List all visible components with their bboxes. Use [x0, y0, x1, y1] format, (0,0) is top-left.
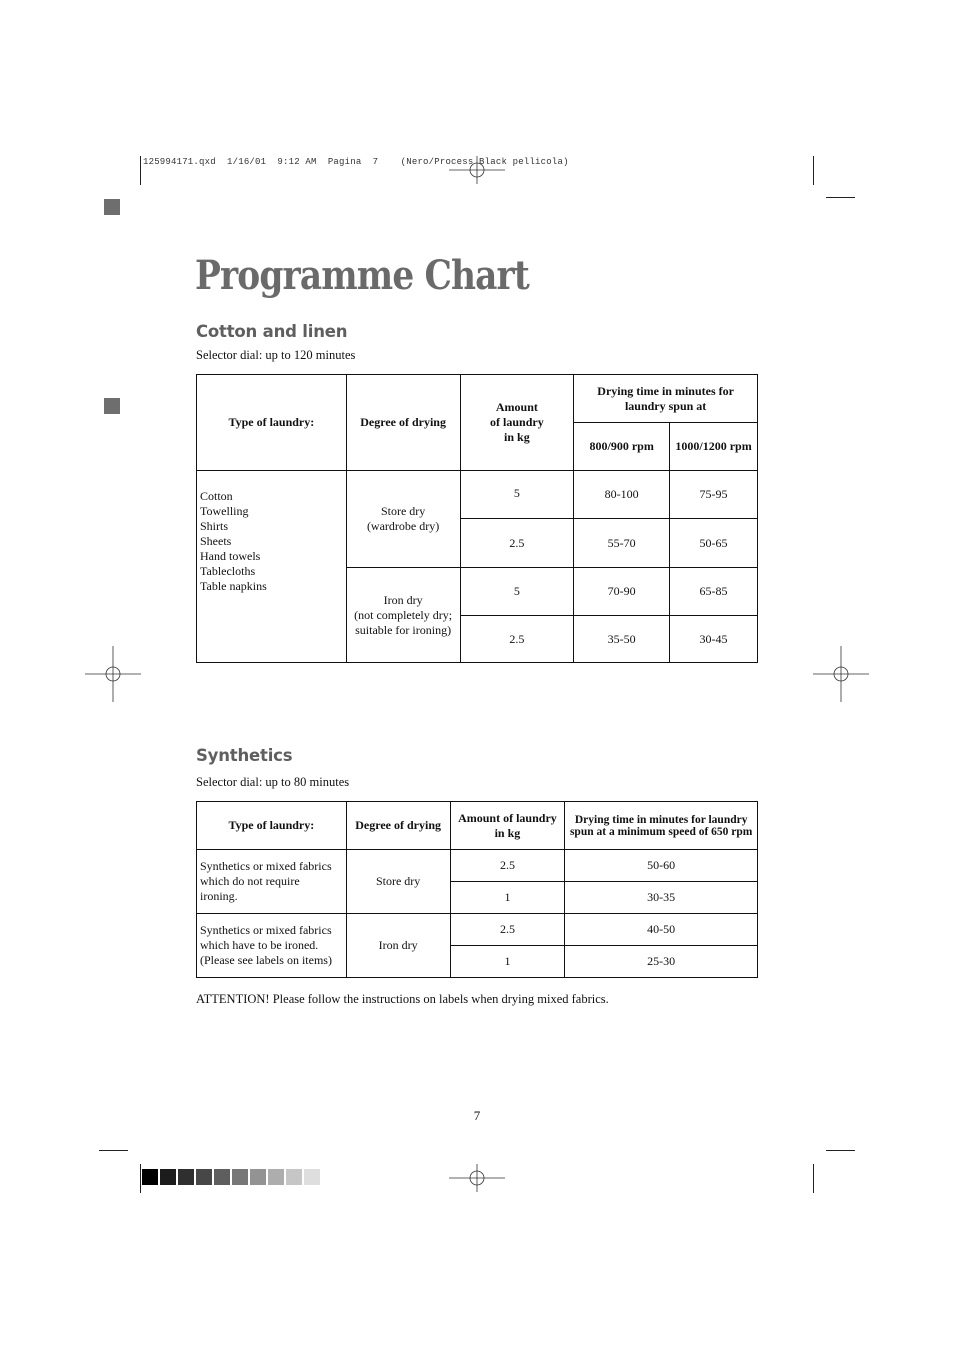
- header-drying-line: Drying time in minutes for: [597, 383, 734, 398]
- header-type-of-laundry: Type of laundry:: [197, 802, 347, 850]
- amount-cell: 2.5: [460, 519, 574, 568]
- amount-cell: 2.5: [450, 850, 565, 882]
- page-title: Programme Chart: [195, 252, 529, 299]
- crop-mark: [813, 156, 814, 185]
- synthetics-table: [196, 801, 758, 978]
- table-row: [197, 471, 758, 519]
- time-cell: 30-45: [670, 616, 758, 663]
- list-item: Table napkins: [200, 579, 267, 593]
- side-marker: [104, 398, 120, 414]
- cotton-table: [196, 374, 758, 663]
- header-rpm-1000: 1000/1200 rpm: [670, 423, 758, 471]
- degree-iron-dry: [346, 568, 460, 663]
- time-cell: 80-100: [574, 471, 670, 519]
- list-item: Tablecloths: [200, 564, 256, 578]
- cotton-selector-note: Selector dial: up to 120 minutes: [196, 348, 356, 362]
- amount-cell: 1: [450, 946, 565, 978]
- color-swatch: [142, 1169, 158, 1185]
- crop-mark: [813, 1164, 814, 1193]
- header-amount-line: Amount of laundry: [458, 810, 557, 825]
- header-drying-line: Drying time in minutes for laundry: [574, 813, 748, 826]
- synthetics-heading: Synthetics: [196, 746, 293, 765]
- color-swatch: [232, 1169, 248, 1185]
- header-type-of-laundry: Type of laundry:: [197, 375, 347, 471]
- degree-line: (not completely dry;: [354, 607, 453, 622]
- color-swatch: [196, 1169, 212, 1185]
- header-amount-line: in kg: [504, 430, 530, 444]
- list-item: Shirts: [200, 519, 229, 533]
- type-line: which have to be ironed.: [200, 938, 319, 952]
- time-cell: 35-50: [574, 616, 670, 663]
- crop-mark: [99, 1150, 128, 1151]
- list-item: Hand towels: [200, 549, 261, 563]
- amount-cell: 5: [460, 568, 574, 616]
- type-line: Synthetics or mixed fabrics: [200, 859, 332, 873]
- registration-mark-icon: [813, 646, 869, 702]
- table-row: [197, 914, 758, 946]
- laundry-type-no-ironing: [197, 850, 347, 914]
- list-item: Cotton: [200, 489, 233, 503]
- degree-store-dry: Store dry: [346, 850, 450, 914]
- header-amount-line: in kg: [494, 825, 521, 840]
- time-cell: 75-95: [670, 471, 758, 519]
- crop-mark: [826, 1150, 855, 1151]
- amount-cell: 2.5: [460, 616, 574, 663]
- color-swatch: [250, 1169, 266, 1185]
- amount-cell: 1: [450, 882, 565, 914]
- header-degree-of-drying: Degree of drying: [346, 802, 450, 850]
- synthetics-selector-note: Selector dial: up to 80 minutes: [196, 775, 350, 789]
- registration-mark-icon: [449, 142, 505, 198]
- laundry-type-list: [197, 471, 347, 663]
- time-cell: 65-85: [670, 568, 758, 616]
- header-amount: [460, 375, 574, 471]
- header-drying-time: [565, 802, 758, 850]
- time-cell: 30-35: [565, 882, 758, 914]
- type-line: ironing.: [200, 889, 238, 903]
- degree-line: suitable for ironing): [355, 622, 452, 637]
- header-amount: [450, 802, 565, 850]
- header-drying-time: [574, 375, 758, 423]
- color-swatch: [214, 1169, 230, 1185]
- table-row: [197, 850, 758, 882]
- type-line: which do not require: [200, 874, 300, 888]
- amount-cell: 2.5: [450, 914, 565, 946]
- crop-mark: [826, 197, 855, 198]
- side-marker: [104, 199, 120, 215]
- degree-iron-dry: Iron dry: [346, 914, 450, 978]
- list-item: Sheets: [200, 534, 232, 548]
- color-swatch: [286, 1169, 302, 1185]
- color-swatch: [268, 1169, 284, 1185]
- header-amount-line: Amount: [495, 400, 538, 414]
- printer-slug: 125994171.qxd 1/16/01 9:12 AM Pagina 7 (Nero/Process Black pellicola): [143, 157, 569, 167]
- degree-line: (wardrobe dry): [366, 519, 440, 533]
- header-drying-line: laundry spun at: [624, 398, 707, 413]
- type-line: Synthetics or mixed fabrics: [200, 923, 332, 937]
- cotton-heading: Cotton and linen: [196, 322, 348, 341]
- header-degree-of-drying: Degree of drying: [346, 375, 460, 471]
- registration-mark-icon: [85, 646, 141, 702]
- color-swatch: [160, 1169, 176, 1185]
- crop-mark: [140, 1164, 141, 1193]
- laundry-type-ironing: [197, 914, 347, 978]
- type-line: (Please see labels on items): [200, 953, 332, 967]
- page-number: 7: [473, 1108, 481, 1123]
- time-cell: 55-70: [574, 519, 670, 568]
- time-cell: 40-50: [565, 914, 758, 946]
- degree-line: Store dry: [380, 504, 426, 518]
- registration-mark-icon: [449, 1150, 505, 1206]
- time-cell: 70-90: [574, 568, 670, 616]
- time-cell: 50-60: [565, 850, 758, 882]
- degree-line: Iron dry: [383, 592, 423, 607]
- header-rpm-800: 800/900 rpm: [574, 423, 670, 471]
- degree-store-dry: [346, 471, 460, 568]
- list-item: Towelling: [200, 504, 249, 518]
- time-cell: 50-65: [670, 519, 758, 568]
- header-drying-line: spun at a minimum speed of 650 rpm: [569, 825, 753, 838]
- color-swatch: [304, 1169, 320, 1185]
- color-swatch: [178, 1169, 194, 1185]
- crop-mark: [140, 156, 141, 185]
- header-amount-line: of laundry: [490, 415, 544, 429]
- attention-note: ATTENTION! Please follow the instructions on labels when drying mixed fabrics.: [196, 992, 609, 1006]
- time-cell: 25-30: [565, 946, 758, 978]
- amount-cell: 5: [460, 471, 574, 519]
